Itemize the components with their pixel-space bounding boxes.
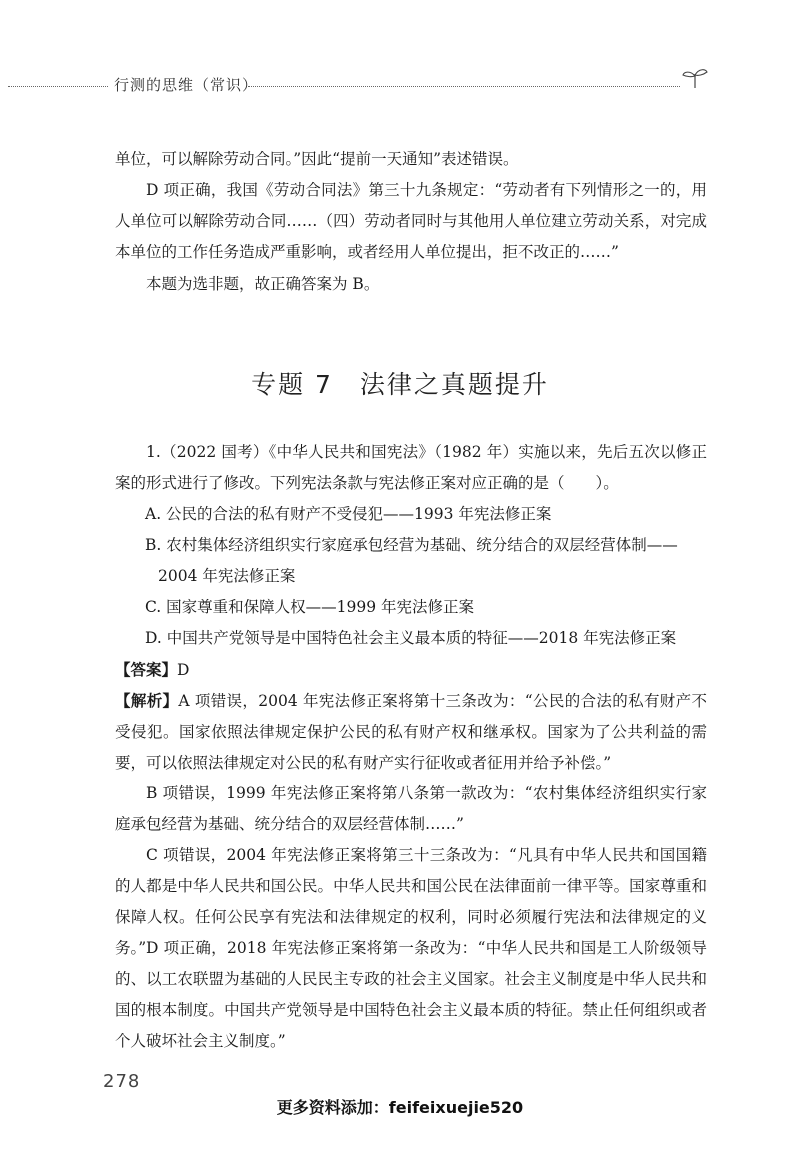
analysis-d: D 项正确，2018 年宪法修正案将第一条改为：“中华人民共和国是工人阶级领导的、以工农联盟为基础的人民民主专政的社会主义国家。社会主义制度是中华人民共和国的根本制度。中国共产党领导是中国特色社会主义最本质的特征。禁止任何组织或者个人破坏社会主义制度。”: [115, 939, 707, 1050]
paragraph-conclusion: 本题为选非题，故正确答案为 B。: [146, 275, 380, 293]
header-dotted-rule-right: [248, 86, 680, 87]
header-dotted-rule-left: [8, 86, 108, 87]
analysis-a-text: A 项错误，2004 年宪法修正案将第十三条改为：“公民的合法的私有财产不受侵犯。国家依照法律规定保护公民的私有财产权和继承权。国家为了公共利益的需要，可以依照法律规定对公民的私有财产实行征收或者征用并给予补偿。”: [115, 692, 707, 772]
option-b-continuation: 2004 年宪法修正案: [158, 567, 296, 585]
analysis-label: 【解析】: [115, 691, 179, 710]
footer-note: 更多资料添加：feifeixuejie520: [276, 1098, 524, 1117]
page-number: 278: [103, 1071, 141, 1092]
option-a: A. 公民的合法的私有财产不受侵犯——1993 年宪法修正案: [145, 505, 552, 523]
option-b: B. 农村集体经济组织实行家庭承包经营为基础、统分结合的双层经营体制——: [145, 536, 678, 554]
sprout-icon: [680, 66, 710, 90]
paragraph-option-d-explanation: D 项正确，我国《劳动合同法》第三十九条规定：“劳动者有下列情形之一的，用人单位可以解除劳动合同……（四）劳动者同时与其他用人单位建立劳动关系，对完成本单位的工作任务造成严重影响，或者经用人单位提出，拒不改正的……”: [115, 181, 707, 261]
option-d: D. 中国共产党领导是中国特色社会主义最本质的特征——2018 年宪法修正案: [145, 629, 677, 647]
section-title: 专题 7 法律之真题提升: [251, 370, 549, 399]
option-c: C. 国家尊重和保障人权——1999 年宪法修正案: [145, 598, 475, 616]
analysis-c: C 项错误，2004 年宪法修正案将第三十三条改为：“凡具有中华人民共和国国籍的人都是中华人民共和国公民。中华人民共和国公民在法律面前一律平等。国家尊重和保障人权。任何公民享有宪法和法律规定的权利，同时必须履行宪法和法律规定的义务。”: [115, 846, 707, 957]
running-header: [0, 72, 800, 100]
answer-value: D: [177, 661, 190, 679]
analysis-a: [115, 685, 707, 779]
answer-line: [115, 654, 675, 686]
question-stem: 1.（2022 国考）《中华人民共和国宪法》（1982 年）实施以来，先后五次以修正案的形式进行了修改。下列宪法条款与宪法修正案对应正确的是（ ）。: [115, 443, 707, 492]
answer-label: 【答案】: [115, 660, 178, 679]
header-title: 行测的思维（常识）: [114, 76, 259, 94]
analysis-b: B 项错误，1999 年宪法修正案将第八条第一款改为：“农村集体经济组织实行家庭承包经营为基础、统分结合的双层经营体制……”: [115, 784, 707, 833]
paragraph-continuation: 单位，可以解除劳动合同。”因此“提前一天通知”表述错误。: [115, 150, 519, 168]
